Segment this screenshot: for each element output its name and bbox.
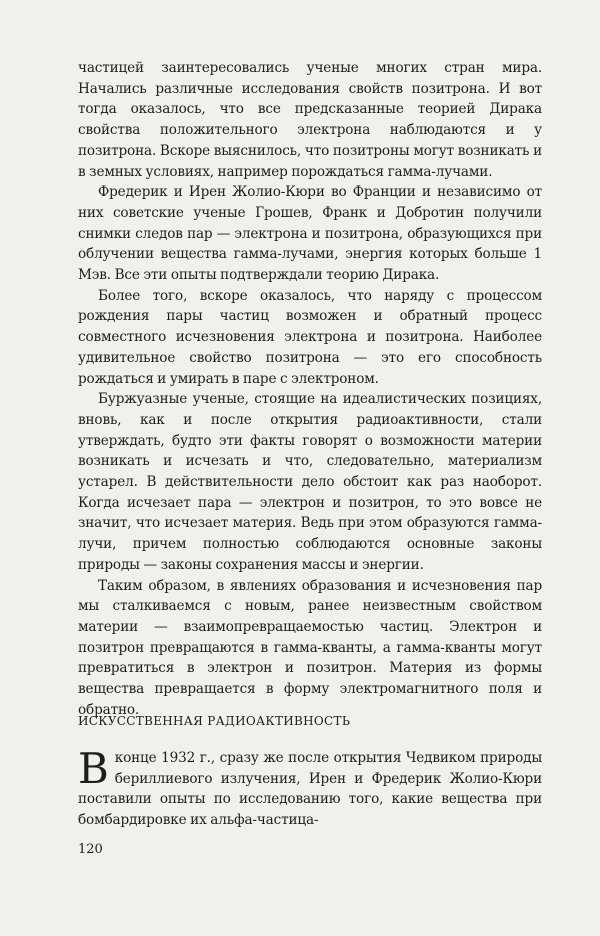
page-number: 120: [78, 842, 103, 857]
paragraph-4: Буржуазные ученые, стоящие на идеалистических позициях, вновь, как и после открытия радиоактивности, стали утверждать, будто эти факты говорят о возможности материи возникать и исчезать и что, следовательно, материализм устарел. В действительности дело обстоит как раз наоборот. Когда исчезает пара — электрон и позитрон, то это вовсе не значит, что исчезает материя. Ведь при этом образуются гамма-лучи, причем полностью соблюдаются основные законы природы — законы сохранения массы и энергии.: [78, 391, 542, 573]
paragraph-5: Таким образом, в явлениях образования и исчезновения пар мы сталкиваемся с новым, ранее неизвестным свойством материи — взаимопревращаемостью частиц. Электрон и позитрон превращаются в гамма-кванты, а гамма-кванты могут превратиться в электрон и позитрон. Материя из формы вещества превращается в форму электромагнитного поля и обратно.: [78, 577, 542, 718]
drop-cap: В: [78, 744, 109, 793]
section-paragraph-text: конце 1932 г., сразу же после открытия Чедвиком природы бериллиевого излучения, Ирен и Фредерик Жолио-Кюри поставили опыты по исследованию того, какие вещества при бомбардировке их альфа-частица-: [78, 750, 542, 829]
main-text-block: [78, 58, 542, 721]
paragraph-3: Более того, вскоре оказалось, что наряду с процессом рождения пары частиц возможен и обратный процесс совместного исчезновения электрона и позитрона. Наиболее удивительное свойство позитрона — это его способность рождаться и умирать в паре с электроном.: [78, 287, 542, 387]
paragraph-1: частицей заинтересовались ученые многих стран мира. Начались различные исследования свойств позитрона. И вот тогда оказалось, что все предсказанные теорией Дирака свойства положительного электрона наблюдаются и у позитрона. Вскоре выяснилось, что позитроны могут возникать и в земных условиях, например порождаться гамма-лучами.: [78, 60, 542, 180]
paragraph-2: Фредерик и Ирен Жолио-Кюри во Франции и независимо от них советские ученые Грошев, Франк и Добротин получили снимки следов пар — электрона и позитрона, образующихся при облучении вещества гамма-лучами, энергия которых больше 1 Мэв. Все эти опыты подтверждали теорию Дирака.: [78, 184, 542, 284]
section-heading: ИСКУССТВЕННАЯ РАДИОАКТИВНОСТЬ: [78, 714, 351, 728]
section-paragraph: [78, 744, 542, 831]
